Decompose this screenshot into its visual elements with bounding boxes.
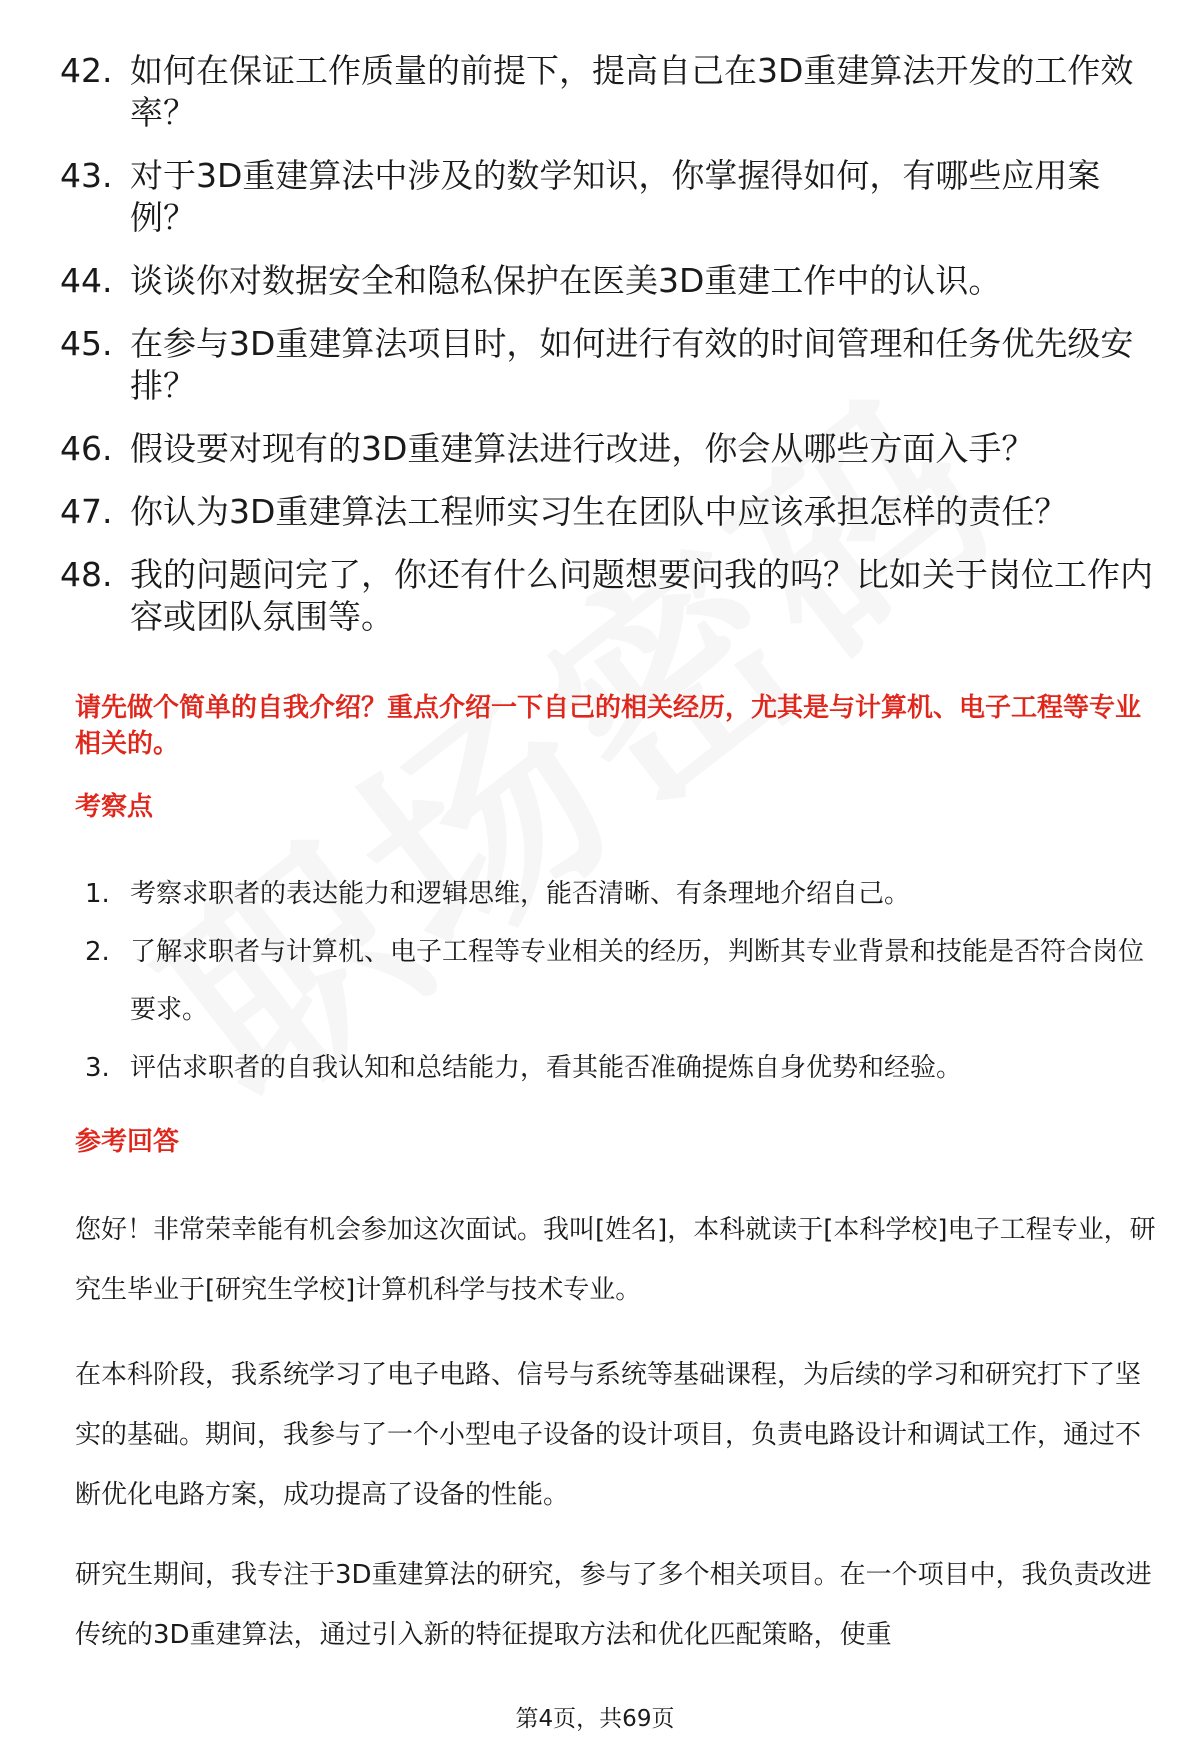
list-item xyxy=(85,865,1165,923)
list-item xyxy=(60,491,1160,533)
list-item xyxy=(60,554,1160,638)
item-text: 评估求职者的自我认知和总结能力，看其能否准确提炼自身优势和经验。 xyxy=(130,1053,963,1083)
item-number: 46. xyxy=(60,429,113,468)
page-footer: 第4页，共69页 xyxy=(515,1706,675,1732)
item-number: 47. xyxy=(60,492,113,531)
list-item xyxy=(60,428,1160,470)
answer-paragraph: 研究生期间，我专注于3D重建算法的研究，参与了多个相关项目。在一个项目中，我负责改进传统的3D重建算法，通过引入新的特征提取方法和优化匹配策略，使重 xyxy=(75,1560,1152,1650)
item-number: 42. xyxy=(60,51,113,90)
item-text: 如何在保证工作质量的前提下，提高自己在3D重建算法开发的工作效率？ xyxy=(130,51,1134,132)
item-text: 我的问题问完了，你还有什么问题想要问我的吗？比如关于岗位工作内容或团队氛围等。 xyxy=(130,555,1153,636)
item-text: 了解求职者与计算机、电子工程等专业相关的经历，判断其专业背景和技能是否符合岗位要求。 xyxy=(130,937,1145,1025)
item-number: 44. xyxy=(60,261,113,300)
answer-paragraph: 在本科阶段，我系统学习了电子电路、信号与系统等基础课程，为后续的学习和研究打下了坚实的基础。期间，我参与了一个小型电子设备的设计项目，负责电路设计和调试工作，通过不断优化电路方案，成功提高了设备的性能。 xyxy=(75,1360,1142,1510)
item-number: 1. xyxy=(85,879,110,909)
list-item xyxy=(60,260,1160,302)
examine-points-list xyxy=(85,865,1165,1097)
list-item xyxy=(60,50,1160,134)
answer-paragraph: 您好！非常荣幸能有机会参加这次面试。我叫[姓名]，本科就读于[本科学校]电子工程专业，研究生毕业于[研究生学校]计算机科学与技术专业。 xyxy=(75,1215,1156,1305)
item-text: 谈谈你对数据安全和隐私保护在医美3D重建工作中的认识。 xyxy=(130,261,1002,300)
answer-label: 参考回答 xyxy=(75,1127,180,1157)
list-item xyxy=(60,155,1160,239)
item-text: 在参与3D重建算法项目时，如何进行有效的时间管理和任务优先级安排？ xyxy=(130,324,1134,405)
item-text: 考察求职者的表达能力和逻辑思维，能否清晰、有条理地介绍自己。 xyxy=(130,879,911,909)
list-item xyxy=(85,1039,1165,1097)
question-heading: 请先做个简单的自我介绍？重点介绍一下自己的相关经历，尤其是与计算机、电子工程等专业相关的。 xyxy=(75,693,1142,759)
item-number: 43. xyxy=(60,156,113,195)
list-item xyxy=(60,323,1160,407)
list-item xyxy=(85,923,1165,1039)
item-text: 假设要对现有的3D重建算法进行改进，你会从哪些方面入手？ xyxy=(130,429,1035,468)
item-number: 3. xyxy=(85,1053,110,1083)
item-text: 你认为3D重建算法工程师实习生在团队中应该承担怎样的责任？ xyxy=(130,492,1068,531)
examine-label: 考察点 xyxy=(75,792,154,822)
item-number: 45. xyxy=(60,324,113,363)
question-list xyxy=(60,50,1160,659)
item-text: 对于3D重建算法中涉及的数学知识，你掌握得如何，有哪些应用案例？ xyxy=(130,156,1101,237)
item-number: 48. xyxy=(60,555,113,594)
item-number: 2. xyxy=(85,937,110,967)
